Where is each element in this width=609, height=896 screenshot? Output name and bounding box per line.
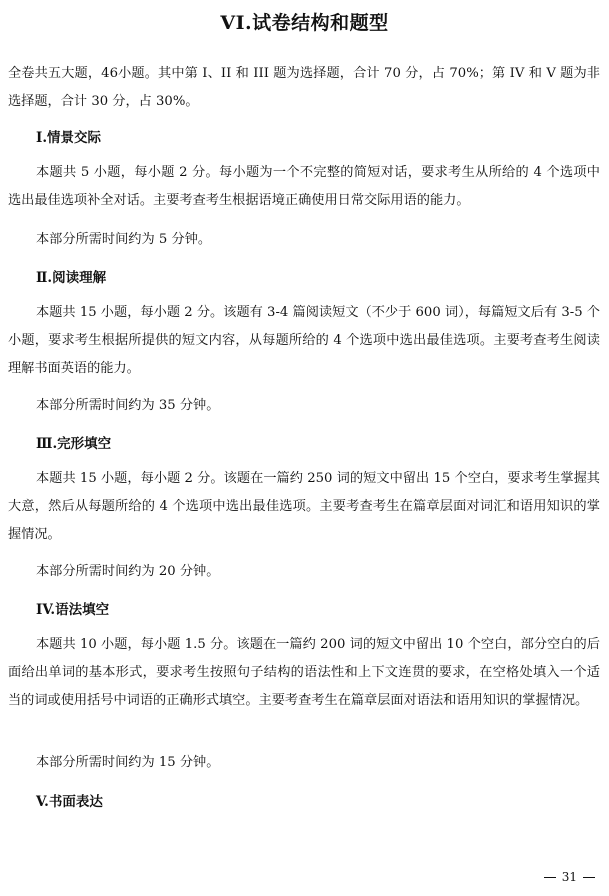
page-number: 31 — [561, 870, 577, 884]
section-heading-4: IV.语法填空 — [36, 602, 110, 618]
section-body-2: 本题共 15 小题，每小题 2 分。该题有 3-4 篇阅读短文（不少于 600 词），每篇短文后有 3-5 个小题，要求考生根据所提供的短文内容，从每题所给的 4 个选项中选出最佳选项。主要考查考生阅读理解书面英语的能力。 — [8, 305, 600, 376]
section-body-4: 本题共 10 小题，每小题 1.5 分。该题在一篇约 200 词的短文中留出 10 个空白，部分空白的后面给出单词的基本形式，要求考生按照句子结构的语法性和上下文连贯的要求，在空格处填入一个适当的词或使用括号中词语的正确形式填空。主要考查考生在篇章层面对语法和语用知识的掌握情况。 — [8, 637, 600, 708]
page-footer — [544, 870, 595, 884]
section-body-1: 本题共 5 小题，每小题 2 分。每小题为一个不完整的简短对话，要求考生从所给的 4 个选项中选出最佳选项补全对话。主要考查考生根据语境正确使用日常交际用语的能力。 — [8, 165, 600, 208]
section-time-2: 本部分所需时间约为 35 分钟。 — [36, 398, 220, 413]
section-time-4: 本部分所需时间约为 15 分钟。 — [36, 755, 220, 770]
section-heading-3: Ⅲ.完形填空 — [36, 436, 112, 452]
page-title: VI.试卷结构和题型 — [220, 12, 389, 34]
section-heading-5: V.书面表达 — [36, 794, 103, 810]
intro-paragraph: 全卷共五大题，46小题。其中第 I、II 和 III 题为选择题，合计 70 分，占 70%；第 IV 和 V 题为非选择题，合计 30 分，占 30%。 — [8, 66, 600, 109]
section-time-1: 本部分所需时间约为 5 分钟。 — [36, 232, 212, 247]
footer-dash-left — [544, 877, 556, 878]
section-heading-2: Ⅱ.阅读理解 — [36, 270, 107, 286]
section-time-3: 本部分所需时间约为 20 分钟。 — [36, 564, 220, 579]
footer-dash-right — [583, 877, 595, 878]
section-body-3: 本题共 15 小题，每小题 2 分。该题在一篇约 250 词的短文中留出 15 个空白，要求考生掌握其大意，然后从每题所给的 4 个选项中选出最佳选项。主要考查考生在篇章层面对词汇和语用知识的掌握情况。 — [8, 471, 600, 542]
section-heading-1: I.情景交际 — [36, 130, 102, 146]
